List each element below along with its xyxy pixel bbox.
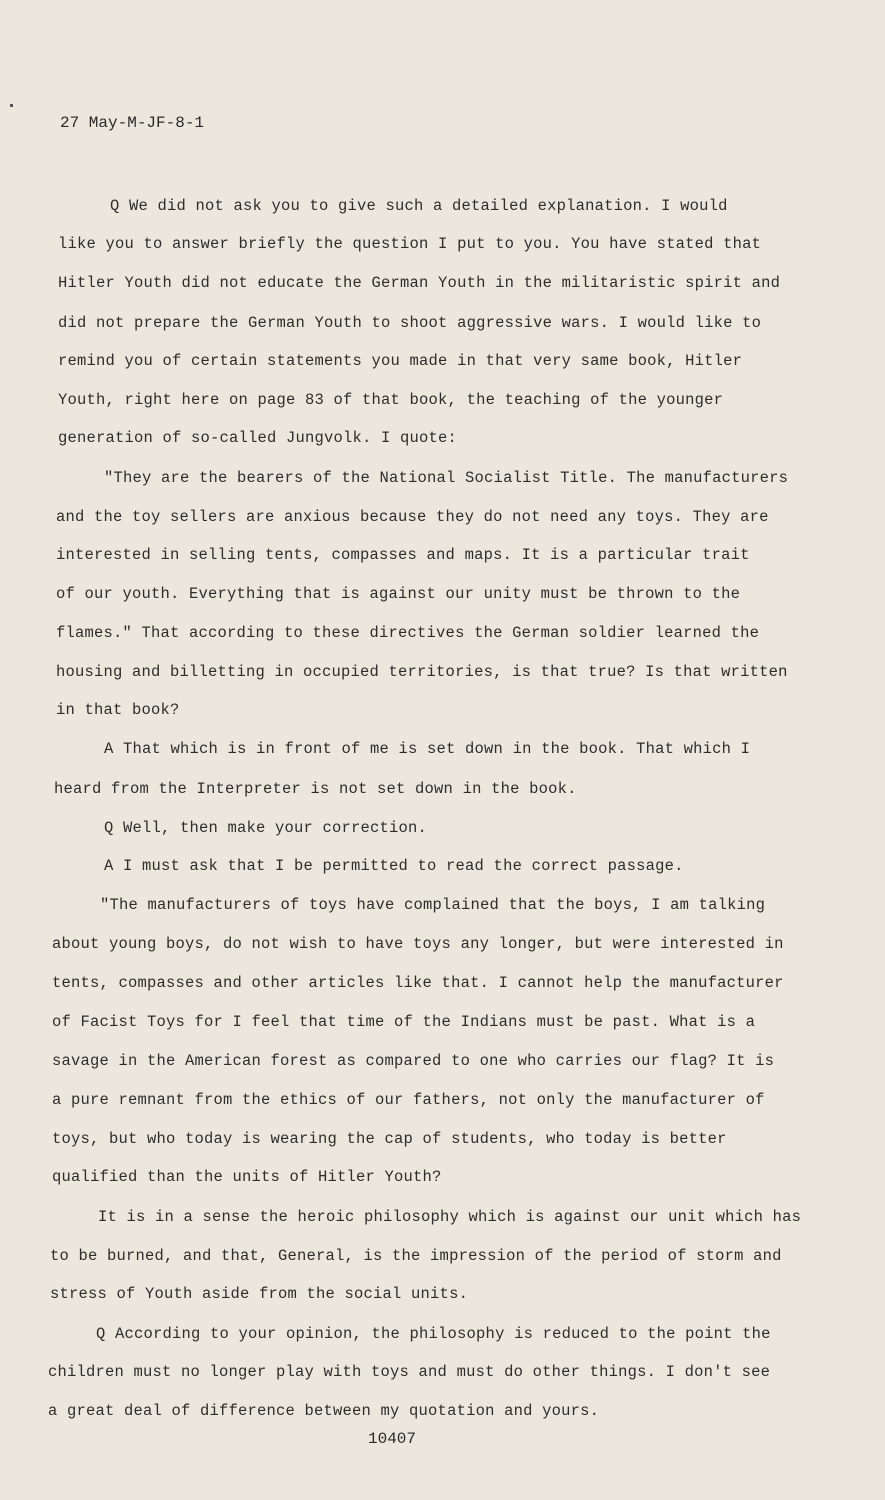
document-identifier: 27 May-M-JF-8-1 — [60, 114, 205, 132]
transcript-line: "The manufacturers of toys have complained that the boys, I am talking — [100, 896, 766, 914]
transcript-line: children must no longer play with toys and must do other things. I don't see — [48, 1363, 771, 1381]
transcript-line: a great deal of difference between my quotation and yours. — [48, 1402, 600, 1420]
transcript-line: housing and billetting in occupied territories, is that true? Is that written — [56, 663, 788, 681]
transcript-line: about young boys, do not wish to have toys any longer, but were interested in — [52, 935, 784, 953]
transcript-line: heard from the Interpreter is not set down in the book. — [54, 780, 577, 798]
transcript-line: did not prepare the German Youth to shoot aggressive wars. I would like to — [58, 314, 762, 332]
transcript-line: flames." That according to these directives the German soldier learned the — [56, 624, 760, 642]
transcript-line: of our youth. Everything that is against our unity must be thrown to the — [56, 585, 741, 603]
transcript-line: like you to answer briefly the question I put to you. You have stated that — [58, 235, 762, 253]
transcript-line: Q According to your opinion, the philosophy is reduced to the point the — [96, 1325, 771, 1343]
transcript-line: savage in the American forest as compared to one who carries our flag? It is — [52, 1052, 775, 1070]
transcript-line: Q Well, then make your correction. — [104, 819, 428, 837]
transcript-line: interested in selling tents, compasses and maps. It is a particular trait — [56, 546, 750, 564]
transcript-line: A That which is in front of me is set down in the book. That which I — [104, 740, 751, 758]
transcript-line: and the toy sellers are anxious because they do not need any toys. They are — [56, 508, 769, 526]
transcript-line: Youth, right here on page 83 of that book, the teaching of the younger — [58, 391, 724, 409]
transcript-line: to be burned, and that, General, is the impression of the period of storm and — [50, 1247, 782, 1265]
transcript-line: generation of so-called Jungvolk. I quote: — [58, 429, 458, 447]
page-number: 10407 — [368, 1430, 417, 1448]
transcript-line: qualified than the units of Hitler Youth? — [52, 1168, 442, 1186]
transcript-line: Q We did not ask you to give such a detailed explanation. I would — [110, 197, 728, 215]
transcript-line: in that book? — [56, 701, 180, 719]
transcript-line: "They are the bearers of the National Socialist Title. The manufacturers — [104, 469, 789, 487]
transcript-line: Hitler Youth did not educate the German Youth in the militaristic spirit and — [58, 274, 781, 292]
transcript-line: It is in a sense the heroic philosophy which is against our unit which has — [98, 1208, 802, 1226]
transcript-line: A I must ask that I be permitted to read the correct passage. — [104, 857, 684, 875]
transcript-line: stress of Youth aside from the social units. — [50, 1285, 469, 1303]
transcript-line: toys, but who today is wearing the cap of students, who today is better — [52, 1130, 727, 1148]
transcript-line: tents, compasses and other articles like that. I cannot help the manufacturer — [52, 974, 784, 992]
transcript-line: remind you of certain statements you made in that very same book, Hitler — [58, 352, 743, 370]
transcript-line: of Facist Toys for I feel that time of the Indians must be past. What is a — [52, 1013, 756, 1031]
transcript-line: a pure remnant from the ethics of our fathers, not only the manufacturer of — [52, 1091, 765, 1109]
margin-mark — [10, 104, 13, 107]
